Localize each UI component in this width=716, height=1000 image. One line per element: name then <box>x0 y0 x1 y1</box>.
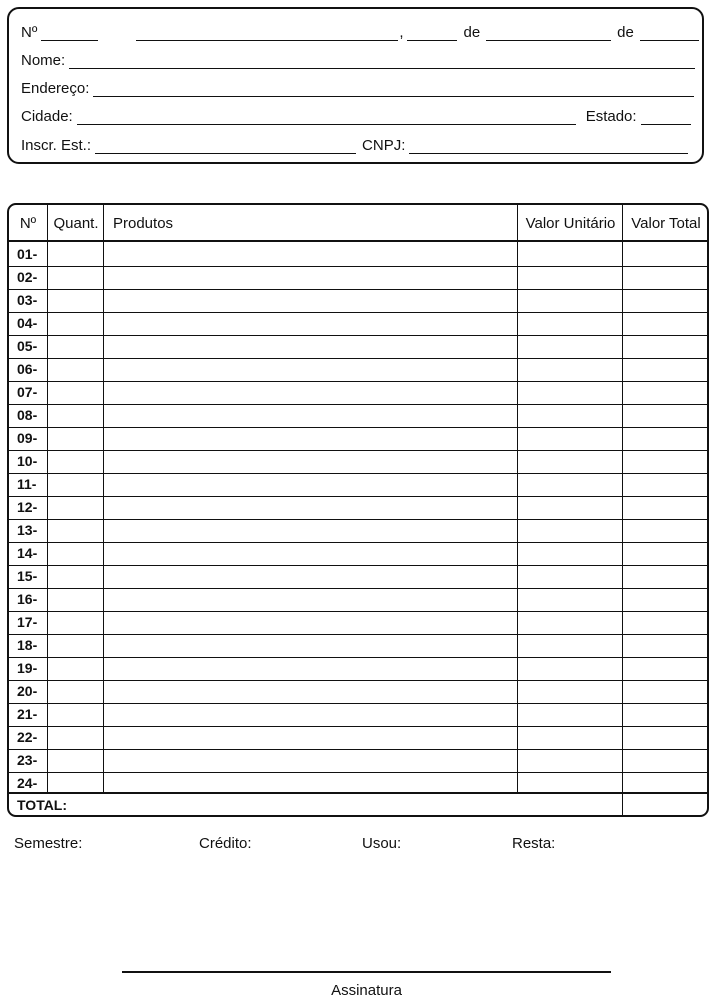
row-divider <box>9 726 707 727</box>
row-divider <box>9 381 707 382</box>
numero-field[interactable] <box>41 24 98 41</box>
comma: , <box>399 24 404 41</box>
row-number: 22- <box>17 729 38 745</box>
row-divider <box>9 335 707 336</box>
row-divider <box>9 611 707 612</box>
row-number: 18- <box>17 637 38 653</box>
customer-info-box <box>7 7 704 164</box>
row-number: 12- <box>17 499 38 515</box>
cnpj-label: CNPJ: <box>362 137 406 154</box>
row-divider <box>9 358 707 359</box>
row-number: 07- <box>17 384 38 400</box>
row-number: 03- <box>17 292 38 308</box>
credito-label: Crédito: <box>199 835 252 852</box>
de-label-2: de <box>617 24 634 41</box>
row-number: 05- <box>17 338 38 354</box>
row-number: 11- <box>17 476 37 492</box>
row-number: 08- <box>17 407 38 423</box>
numero-label: Nº <box>21 24 38 41</box>
row-number: 17- <box>17 614 38 630</box>
assinatura-label: Assinatura <box>331 982 402 999</box>
th-valor-unitario: Valor Unitário <box>525 214 616 232</box>
de-label-1: de <box>463 24 481 41</box>
cnpj-field[interactable] <box>409 137 688 154</box>
row-number: 06- <box>17 361 38 377</box>
nome-field[interactable] <box>69 52 695 69</box>
row-number: 21- <box>17 706 38 722</box>
row-divider <box>9 519 707 520</box>
col-sep-valor-unitario <box>517 205 518 792</box>
row-number: 04- <box>17 315 38 331</box>
total-divider <box>9 792 707 794</box>
endereco-line <box>21 75 694 97</box>
inscr-field[interactable] <box>95 137 356 154</box>
row-divider <box>9 496 707 497</box>
inscr-cnpj-line <box>21 132 688 154</box>
row-divider <box>9 450 707 451</box>
row-divider <box>9 772 707 773</box>
row-divider <box>9 680 707 681</box>
row-number: 19- <box>17 660 38 676</box>
resta-label: Resta: <box>512 835 556 852</box>
row-number: 14- <box>17 545 38 561</box>
month-field[interactable] <box>486 24 611 41</box>
cidade-field[interactable] <box>77 108 576 125</box>
col-sep-produtos <box>103 205 104 792</box>
th-valor-total: Valor Total <box>631 214 701 232</box>
semestre-label: Semestre: <box>14 835 83 852</box>
endereco-label: Endereço: <box>21 80 90 97</box>
th-produtos: Produtos <box>113 214 174 232</box>
endereco-field[interactable] <box>93 80 694 97</box>
cidade-line <box>21 103 691 125</box>
row-divider <box>9 634 707 635</box>
row-number: 13- <box>17 522 38 538</box>
row-divider <box>9 404 707 405</box>
row-number: 23- <box>17 752 38 768</box>
inscr-label: Inscr. Est.: <box>21 137 92 154</box>
row-divider <box>9 473 707 474</box>
row-divider <box>9 565 707 566</box>
year-field[interactable] <box>640 24 699 41</box>
signature-line[interactable] <box>122 971 611 973</box>
day-field[interactable] <box>407 24 457 41</box>
row-divider <box>9 749 707 750</box>
row-number: 10- <box>17 453 38 469</box>
row-number: 09- <box>17 430 38 446</box>
nome-line <box>21 47 695 69</box>
usou-label: Usou: <box>362 835 402 852</box>
local-field[interactable] <box>136 24 398 41</box>
cidade-label: Cidade: <box>21 108 73 125</box>
row-divider <box>9 312 707 313</box>
row-number: 24- <box>17 775 38 791</box>
row-divider <box>9 542 707 543</box>
row-number: 02- <box>17 269 38 285</box>
numero-date-line <box>21 19 699 41</box>
total-label: TOTAL: <box>17 797 68 813</box>
row-divider <box>9 703 707 704</box>
row-divider <box>9 427 707 428</box>
row-number: 16- <box>17 591 38 607</box>
products-table <box>7 203 709 817</box>
row-divider <box>9 657 707 658</box>
row-divider <box>9 289 707 290</box>
row-divider <box>9 266 707 267</box>
header-divider <box>9 240 707 242</box>
row-divider <box>9 588 707 589</box>
row-number: 01- <box>17 246 38 262</box>
nome-label: Nome: <box>21 52 66 69</box>
th-quantidade: Quant. <box>53 214 99 232</box>
estado-label: Estado: <box>585 108 637 125</box>
row-number: 20- <box>17 683 38 699</box>
estado-field[interactable] <box>641 108 691 125</box>
th-numero: Nº <box>19 214 37 232</box>
row-number: 15- <box>17 568 38 584</box>
